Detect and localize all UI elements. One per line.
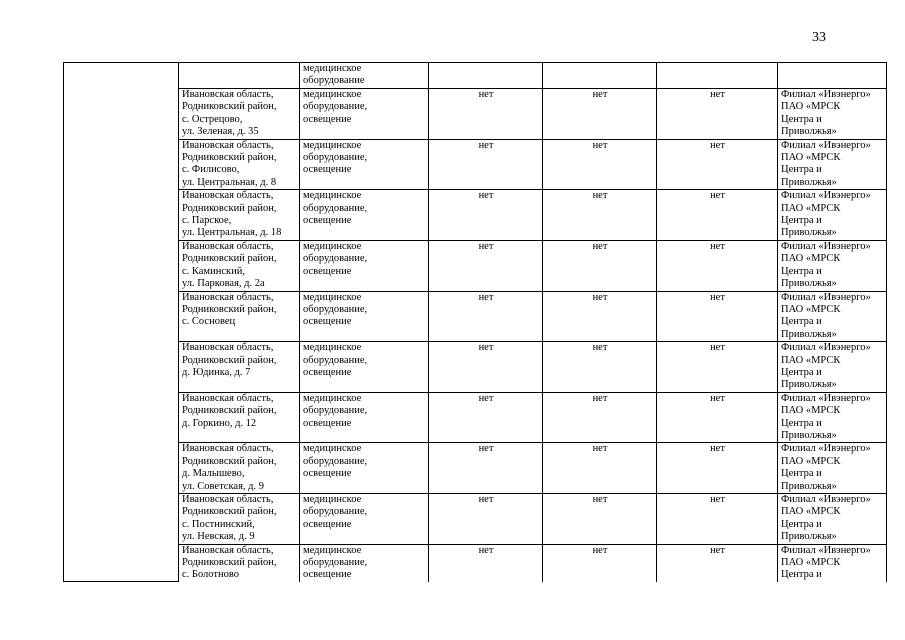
address-cell: Ивановская область, Родниковский район, д. Горкино, д. 12 [179,392,300,443]
status-cell: нет [657,190,778,241]
table-row [64,544,887,582]
supplier-cell: Филиал «Ивэнерго» ПАО «МРСК Центра и Приволжья» [778,291,887,342]
status-cell: нет [657,291,778,342]
address-cell: Ивановская область, Родниковский район, с. Парское, ул. Центральная, д. 18 [179,190,300,241]
status-cell: нет [543,494,657,545]
status-cell: нет [429,89,543,140]
status-cell: нет [543,139,657,190]
first-column-cell [64,63,179,582]
supplier-cell: Филиал «Ивэнерго» ПАО «МРСК Центра и Приволжья» [778,443,887,494]
status-cell: нет [543,392,657,443]
table-row [64,190,887,241]
status-cell: нет [429,240,543,291]
status-cell: нет [543,443,657,494]
equipment-cell: медицинское оборудование, освещение [300,89,429,140]
status-cell: нет [429,190,543,241]
equipment-cell: медицинское оборудование [300,63,429,89]
status-cell: нет [543,544,657,582]
equipment-cell: медицинское оборудование, освещение [300,342,429,393]
equipment-cell: медицинское оборудование, освещение [300,494,429,545]
status-cell: нет [429,443,543,494]
table-row [64,240,887,291]
address-cell: Ивановская область, Родниковский район, с. Сосновец [179,291,300,342]
supplier-cell: Филиал «Ивэнерго» ПАО «МРСК Центра и [778,544,887,582]
supplier-cell: Филиал «Ивэнерго» ПАО «МРСК Центра и Приволжья» [778,342,887,393]
address-cell: Ивановская область, Родниковский район, с. Постнинский, ул. Невская, д. 9 [179,494,300,545]
status-cell: нет [429,494,543,545]
table-row [64,63,887,89]
address-cell [179,63,300,89]
status-cell: нет [657,89,778,140]
table-row [64,342,887,393]
equipment-cell: медицинское оборудование, освещение [300,544,429,582]
status-cell: нет [429,544,543,582]
address-cell: Ивановская область, Родниковский район, с. Филисово, ул. Центральная, д. 8 [179,139,300,190]
status-cell: нет [429,392,543,443]
table-row [64,392,887,443]
status-cell: нет [429,291,543,342]
equipment-cell: медицинское оборудование, освещение [300,291,429,342]
supplier-cell: Филиал «Ивэнерго» ПАО «МРСК Центра и Приволжья» [778,89,887,140]
status-cell: нет [543,342,657,393]
supplier-cell: Филиал «Ивэнерго» ПАО «МРСК Центра и Приволжья» [778,190,887,241]
equipment-cell: медицинское оборудование, освещение [300,240,429,291]
status-cell: нет [657,443,778,494]
table-row [64,89,887,140]
status-cell: нет [657,392,778,443]
equipment-cell: медицинское оборудование, освещение [300,139,429,190]
status-cell: нет [543,190,657,241]
address-cell: Ивановская область, Родниковский район, с. Каминский, ул. Парковая, д. 2а [179,240,300,291]
equipment-cell: медицинское оборудование, освещение [300,392,429,443]
status-cell: нет [543,240,657,291]
status-cell: нет [657,342,778,393]
empty-cell [429,63,543,89]
address-cell: Ивановская область, Родниковский район, д. Малышево, ул. Советская, д. 9 [179,443,300,494]
supplier-cell: Филиал «Ивэнерго» ПАО «МРСК Центра и Приволжья» [778,494,887,545]
address-cell: Ивановская область, Родниковский район, с. Острецово, ул. Зеленая, д. 35 [179,89,300,140]
supplier-cell [778,63,887,89]
status-cell: нет [657,544,778,582]
equipment-cell: медицинское оборудование, освещение [300,190,429,241]
status-cell: нет [657,494,778,545]
supplier-cell: Филиал «Ивэнерго» ПАО «МРСК Центра и Приволжья» [778,139,887,190]
status-cell: нет [543,89,657,140]
address-cell: Ивановская область, Родниковский район, д. Юдинка, д. 7 [179,342,300,393]
empty-cell [543,63,657,89]
status-cell: нет [543,291,657,342]
status-cell: нет [429,342,543,393]
status-cell: нет [657,139,778,190]
equipment-cell: медицинское оборудование, освещение [300,443,429,494]
table-row [64,139,887,190]
empty-cell [657,63,778,89]
status-cell: нет [657,240,778,291]
page-number: 33 [812,30,826,45]
facilities-table [63,62,887,582]
supplier-cell: Филиал «Ивэнерго» ПАО «МРСК Центра и Приволжья» [778,392,887,443]
status-cell: нет [429,139,543,190]
table-row [64,494,887,545]
table-row [64,443,887,494]
address-cell: Ивановская область, Родниковский район, с. Болотново [179,544,300,582]
supplier-cell: Филиал «Ивэнерго» ПАО «МРСК Центра и Приволжья» [778,240,887,291]
table-row [64,291,887,342]
